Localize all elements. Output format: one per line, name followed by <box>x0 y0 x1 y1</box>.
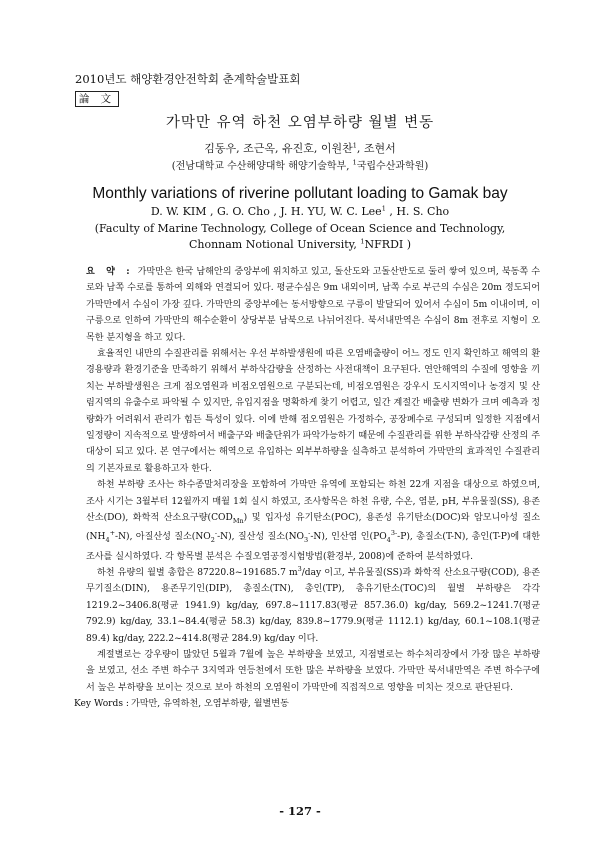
authors-english: D. W. KIM , G. O. Cho , J. H. YU, W. C. Lee$^1$ , H. S. Cho <box>150 204 450 218</box>
section-label-box: 論 文 <box>75 91 119 107</box>
title-korean: 가막만 유역 하천 오염부하량 월별 변동 <box>165 115 435 131</box>
paragraph-5: 계절별로는 강우량이 많았던 5월과 7월에 높은 부하량을 보였고, 지점별로는 하수처리장에서 가장 많은 부하량을 보였고, 선소 주변 하수구 3지역과 연등천에서 또한 많은 부하량을 보였다. 가막만 북서내만역은 주변 하수구에서 높은 부하량을 보이는 것으로 보아 하천의 오염원이 가막만에 직접적으로 영향을 미치는 것으로 판단된다. <box>86 649 540 693</box>
keywords-line <box>74 696 540 712</box>
paragraph-3: 하천 부하량 조사는 하수종말처리장을 포함하여 가막만 유역에 포함되는 하천 22개 지점을 대상으로 하였으며, 조사 시기는 3월부터 12월까지 매월 1회 실시 하였고, 조사항목은 하천 유량, 수온, 염분, pH, 부유물질(SS), 용존산소(DO), 화학적 산소요구량$(COD_{Mn})$ 및 입자성 유기탄소(POC), 용존성 유기탄소(DOC)와 암모니아성 질소$(NH_4^+-N)$, 아질산성 질소$(NO_2^--N)$, 질산성 질소$(NO_3^--N)$, 인산염 인$(PO_4^{3-}-P)$, 총질소(T-N), 총인(T-P)에 대한 조사를 실시하였다. 각 항목별 분석은 수질오염공정시험방법(환경부, 2008)에 준하여 분석하였다. <box>86 480 541 562</box>
abstract-label: 요 약 : <box>86 266 134 277</box>
authors-korean-sup: 1 <box>352 141 357 150</box>
title-english: Monthly variations of riverine pollutant loading to Gamak bay <box>92 185 508 202</box>
paragraph-1: 가막만은 한국 남해안의 중앙부에 위치하고 있고, 돌산도와 고돌산반도로 둘러 쌓여 있으며, 북동쪽 수로와 남쪽 수로를 통하여 외해와 연결되어 있다. 평균수심은 9m 내외이며, 남쪽 수로 부근의 수심은 20m 정도되어 가막만에서 수심이 가장 깊다. 가막만의 중앙부에는 동서방향으로 구릉이 발달되어 있어서 수심이 5m 이내이며, 이 구릉으로 인하여 가막만의 해수순환이 상당부분 남북으로 나뉘어진다. 북서내만역은 수심이 8m 전후로 지형이 오목한 분지형을 하고 있다. <box>86 267 540 343</box>
affiliation-english-line2: Chonnam Notional University, $^1$NFRDI ) <box>188 237 412 251</box>
paragraph-4: 하천 유량의 월별 총합은 87220.8~191685.7 $m^3$/day 이고, 부유물질(SS)과 화학적 산소요구량(COD), 용존무기질소(DIN), 용존무기인(DIP), 총질소(TN), 총인(TP), 총유기탄소(TOC)의 월별 부하량은 각각 1219.2~3406.8(평균 1941.9) kg/day, 697.8~1117.83(평균 857.36.0) kg/day, 569.2~1241.7(평균 792.9) kg/day, 33.1~84.4(평균 58.3) kg/day, 839.8~1779.9(평균 1112.1) kg/day, 60.1~108.1(평균 89.4) kg/day, 222.2~414.8(평균 284.9) kg/day 이다. <box>86 564 540 644</box>
conference-header: 2010년도 해양환경안전학회 춘계학술발표회 <box>75 72 301 86</box>
paragraph-2: 효율적인 내만의 수질관리를 위해서는 우선 부하발생원에 따른 오염배출량이 어느 정도 인지 확인하고 해역의 환경용량과 환경기준을 만족하기 위해서 부하삭감량을 산정하는 사전대책이 요구된다. 연안해역의 수질에 영향을 끼치는 부하발생원은 크게 점오염원과 비점오염원으로 구분되는데, 비점오염원은 강우시 도시지역이나 농경지 및 산림지역의 유출수로 파악될 수 있지만, 유입지점을 명확하게 찾기 어렵고, 일간 계절간 배출량 변화가 크며 예측과 정량화가 어려워서 관리가 힘든 특성이 있다. 이에 반해 점오염원은 가정하수, 공장폐수로 구성되며 일정한 지점에서 일정량이 지속적으로 발생하여서 배출구와 배출단위가 파악가능하기 때문에 수질관리를 위한 부하삭감량 산정의 주 대상이 되고 있다. 본 연구에서는 해역으로 유입하는 외부부하량을 실측하고 분석하여 가막만의 효과적인 수질관리의 기본자료로 활용하고자 한다. <box>86 349 540 474</box>
keywords-label: Key Words : <box>74 699 129 710</box>
authors-korean-part2: , 조현서 <box>356 142 396 155</box>
keywords-value: 가막만, 유역하천, 오염부하량, 월별변동 <box>130 699 289 710</box>
page-number: - 127 - <box>279 804 321 818</box>
affiliation-korean: (전남대학교 수산해양대학 해양기술학부, $^1$국립수산과학원) <box>171 158 429 172</box>
authors-korean-part1: 김동우, 조근옥, 유진호, 이원찬 <box>204 142 353 155</box>
abstract-paragraph <box>86 264 540 346</box>
affiliation-english-line1: (Faculty of Marine Technology, College of Ocean Science and Technology, <box>94 222 506 235</box>
body-text <box>74 264 541 713</box>
authors-korean <box>0 140 600 156</box>
